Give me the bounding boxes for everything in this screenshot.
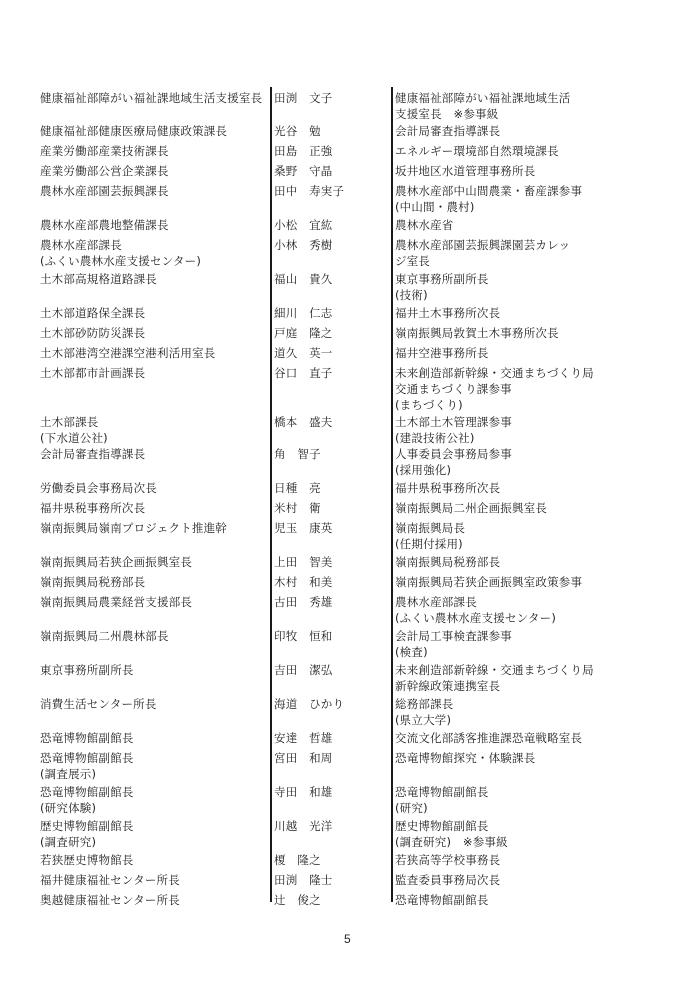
previous-post-line: 農林水産部課長 [40, 238, 122, 252]
new-post-line: (任期付採用) [395, 537, 463, 551]
new-post-line: 会計局審査指導課長 [395, 124, 501, 138]
new-post [395, 325, 635, 341]
person-name: 細川 仁志 [274, 306, 333, 320]
person-name: 上田 智美 [274, 555, 333, 569]
previous-post-line: 産業労働部公営企業課長 [40, 164, 169, 178]
previous-post-line: 土木部砂防防災課長 [40, 326, 146, 340]
previous-post [40, 784, 265, 816]
previous-post-line: 嶺南振興局若狭企画振興室長 [40, 555, 193, 569]
new-post-line: 交流文化部誘客推進課恐竜戦略室長 [395, 731, 583, 745]
new-post-line: 農林水産省 [395, 218, 454, 232]
previous-post [40, 90, 265, 106]
new-post-line: 恐竜博物館探究・体験課長 [395, 751, 536, 765]
previous-post-line: 土木部高規格道路課長 [40, 272, 157, 286]
person-name: 川越 光洋 [274, 819, 333, 833]
person-name: 印牧 恒和 [274, 629, 333, 643]
previous-post-line: 福井県税事務所次長 [40, 501, 146, 515]
previous-post-line: 福井健康福祉センター所長 [40, 873, 180, 887]
new-post [395, 852, 635, 868]
previous-post [40, 730, 265, 746]
person-name: 光谷 勉 [274, 124, 321, 138]
new-post-line: 恐竜博物館副館長 [395, 785, 489, 799]
previous-post [40, 872, 265, 888]
new-post [395, 628, 635, 660]
previous-post-line: 嶺南振興局税務部長 [40, 575, 146, 589]
new-post-line: (研究) [395, 801, 428, 815]
previous-post-line: 嶺南振興局嶺南プロジェクト推進幹 [40, 521, 227, 535]
person-name: 福山 貴久 [274, 272, 333, 286]
previous-post-line: (ふくい農林水産支援センター) [40, 254, 202, 268]
column-divider-left [270, 87, 272, 902]
new-post-line: 支援室長 ※参事級 [395, 107, 499, 121]
person-name: 戸庭 隆之 [274, 326, 333, 340]
previous-post [40, 365, 265, 381]
previous-post [40, 554, 265, 570]
new-post [395, 574, 635, 590]
new-post-line: 嶺南振興局若狭企画振興室政策参事 [395, 575, 583, 589]
new-post [395, 730, 635, 746]
new-post-line: 福井県税事務所次長 [395, 481, 501, 495]
previous-post-line: 奥越健康福祉センター所長 [40, 893, 180, 907]
previous-post-line: 嶺南振興局農業経営支援部長 [40, 595, 193, 609]
new-post-line: 交通まちづくり課参事 [395, 382, 512, 396]
new-post-line: 歴史博物館副館長 [395, 819, 489, 833]
new-post-line: 農林水産部中山間農業・畜産課参事 [395, 184, 583, 198]
new-post-line: 農林水産部課長 [395, 595, 477, 609]
new-post-line: 坂井地区水道管理事務所長 [395, 164, 536, 178]
previous-post [40, 852, 265, 868]
previous-post [40, 662, 265, 678]
page-number: 5 [344, 932, 351, 946]
new-post-line: 会計局工事検査課参事 [395, 629, 512, 643]
new-post [395, 237, 635, 269]
new-post-line: 農林水産部園芸振興課園芸カレッ [395, 238, 571, 252]
new-post-line: (中山間・農村) [395, 200, 475, 214]
person-name: 木村 和美 [274, 575, 333, 589]
new-post-line: 嶺南振興局二州企画振興室長 [395, 501, 548, 515]
previous-post-line: 東京事務所副所長 [40, 663, 134, 677]
previous-post-line: 会計局審査指導課長 [40, 447, 146, 461]
new-post [395, 271, 635, 303]
person-name: 安達 哲雄 [274, 731, 333, 745]
person-name: 角 智子 [274, 447, 321, 461]
previous-post [40, 163, 265, 179]
previous-post [40, 345, 265, 361]
previous-post-line: (調査展示) [40, 767, 97, 781]
person-name: 米村 衛 [274, 501, 321, 515]
previous-post-line: 恐竜博物館副館長 [40, 731, 134, 745]
previous-post [40, 217, 265, 233]
new-post-line: (採用強化) [395, 463, 452, 477]
person-name: 小林 秀樹 [274, 238, 333, 252]
new-post [395, 163, 635, 179]
person-name: 田中 寿実子 [274, 184, 345, 198]
new-post [395, 520, 635, 552]
previous-post-line: (下水道公社) [40, 431, 108, 445]
new-post [395, 183, 635, 215]
new-post [395, 305, 635, 321]
person-name: 児玉 康英 [274, 521, 333, 535]
previous-post [40, 183, 265, 199]
person-name: 寺田 和雄 [274, 785, 333, 799]
previous-post [40, 143, 265, 159]
previous-post [40, 520, 265, 536]
new-post-line: 若狭高等学校事務長 [395, 853, 501, 867]
previous-post-line: 歴史博物館副館長 [40, 819, 134, 833]
person-name: 道久 英一 [274, 346, 333, 360]
new-post-line: (技術) [395, 288, 428, 302]
new-post [395, 818, 635, 850]
new-post-line: 恐竜博物館副館長 [395, 893, 489, 907]
new-post-line: 人事委員会事務局参事 [395, 447, 512, 461]
person-name: 日種 亮 [274, 481, 321, 495]
new-post-line: 東京事務所副所長 [395, 272, 489, 286]
new-post [395, 345, 635, 361]
previous-post-line: 農林水産部農地整備課長 [40, 218, 169, 232]
person-name: 田渕 文子 [274, 91, 333, 105]
person-name: 辻 俊之 [274, 893, 321, 907]
previous-post-line: 嶺南振興局二州農林部長 [40, 629, 169, 643]
person-name: 宮田 和周 [274, 751, 333, 765]
new-post [395, 90, 635, 122]
person-name: 桑野 守晶 [274, 164, 333, 178]
new-post-line: 福井土木事務所次長 [395, 306, 501, 320]
previous-post [40, 818, 265, 850]
new-post-line: ジ室長 [395, 254, 431, 268]
new-post-line: 未来創造部新幹線・交通まちづくり局 [395, 663, 594, 677]
new-post-line: (調査研究) ※参事級 [395, 835, 508, 849]
new-post [395, 446, 635, 478]
new-post [395, 123, 635, 139]
previous-post-line: 労働委員会事務局次長 [40, 481, 157, 495]
new-post-line: 土木部土木管理課参事 [395, 415, 512, 429]
previous-post-line: (研究体験) [40, 801, 97, 815]
previous-post [40, 446, 265, 462]
previous-post [40, 414, 265, 446]
previous-post-line: 農林水産部園芸振興課長 [40, 184, 169, 198]
previous-post [40, 574, 265, 590]
previous-post-line: 若狭歴史博物館長 [40, 853, 134, 867]
previous-post-line: (調査研究) [40, 835, 97, 849]
previous-post [40, 325, 265, 341]
new-post-line: 嶺南振興局長 [395, 521, 466, 535]
new-post [395, 784, 635, 816]
previous-post [40, 480, 265, 496]
new-post-line: 嶺南振興局税務部長 [395, 555, 501, 569]
new-post-line: 総務部課長 [395, 697, 454, 711]
new-post-line: (まちづくり) [395, 398, 463, 412]
previous-post-line: 土木部道路保全課長 [40, 306, 146, 320]
previous-post-line: 土木部課長 [40, 415, 99, 429]
new-post [395, 594, 635, 626]
previous-post-line: 健康福祉部健康医療局健康政策課長 [40, 124, 228, 138]
previous-post [40, 750, 265, 782]
previous-post-line: 土木部港湾空港課空港利活用室長 [40, 346, 216, 360]
previous-post-line: 恐竜博物館副館長 [40, 751, 134, 765]
previous-post [40, 237, 265, 269]
previous-post-line: 産業労働部産業技術課長 [40, 144, 169, 158]
new-post [395, 217, 635, 233]
new-post-line: 福井空港事務所長 [395, 346, 489, 360]
new-post-line: (県立大学) [395, 713, 452, 727]
person-name: 谷口 直子 [274, 366, 333, 380]
new-post-line: 健康福祉部障がい福祉課地域生活 [395, 91, 571, 105]
previous-post [40, 123, 265, 139]
previous-post [40, 305, 265, 321]
previous-post-line: 恐竜博物館副館長 [40, 785, 134, 799]
person-name: 榎 隆之 [274, 853, 321, 867]
previous-post-line: 消費生活センター所長 [40, 697, 157, 711]
person-name: 吉田 潔弘 [274, 663, 333, 677]
person-name: 田渕 隆士 [274, 873, 333, 887]
new-post [395, 892, 635, 908]
previous-post [40, 271, 265, 287]
previous-post [40, 594, 265, 610]
new-post-line: 未来創造部新幹線・交通まちづくり局 [395, 366, 594, 380]
column-divider-right [391, 87, 393, 902]
new-post-line: (検査) [395, 645, 428, 659]
previous-post [40, 500, 265, 516]
previous-post-line: 健康福祉部障がい福祉課地域生活支援室長 [40, 91, 263, 105]
person-name: 田島 正強 [274, 144, 333, 158]
new-post [395, 696, 635, 728]
person-name: 小松 宜紘 [274, 218, 333, 232]
new-post-line: 監査委員事務局次長 [395, 873, 501, 887]
new-post-line: エネルギー環境部自然環境課長 [395, 144, 559, 158]
previous-post [40, 892, 265, 908]
new-post-line: (建設技術公社) [395, 431, 475, 445]
person-name: 海道 ひかり [274, 697, 345, 711]
new-post [395, 480, 635, 496]
previous-post [40, 696, 265, 712]
new-post [395, 750, 635, 766]
previous-post-line: 土木部都市計画課長 [40, 366, 146, 380]
person-name: 橋本 盛夫 [274, 415, 333, 429]
new-post-line: 新幹線政策連携室長 [395, 679, 501, 693]
new-post [395, 554, 635, 570]
new-post [395, 143, 635, 159]
previous-post [40, 628, 265, 644]
new-post-line: 嶺南振興局敦賀土木事務所次長 [395, 326, 559, 340]
new-post [395, 365, 635, 413]
new-post [395, 662, 635, 694]
new-post [395, 414, 635, 446]
person-name: 古田 秀雄 [274, 595, 333, 609]
new-post-line: (ふくい農林水産支援センター) [395, 611, 557, 625]
new-post [395, 500, 635, 516]
new-post [395, 872, 635, 888]
